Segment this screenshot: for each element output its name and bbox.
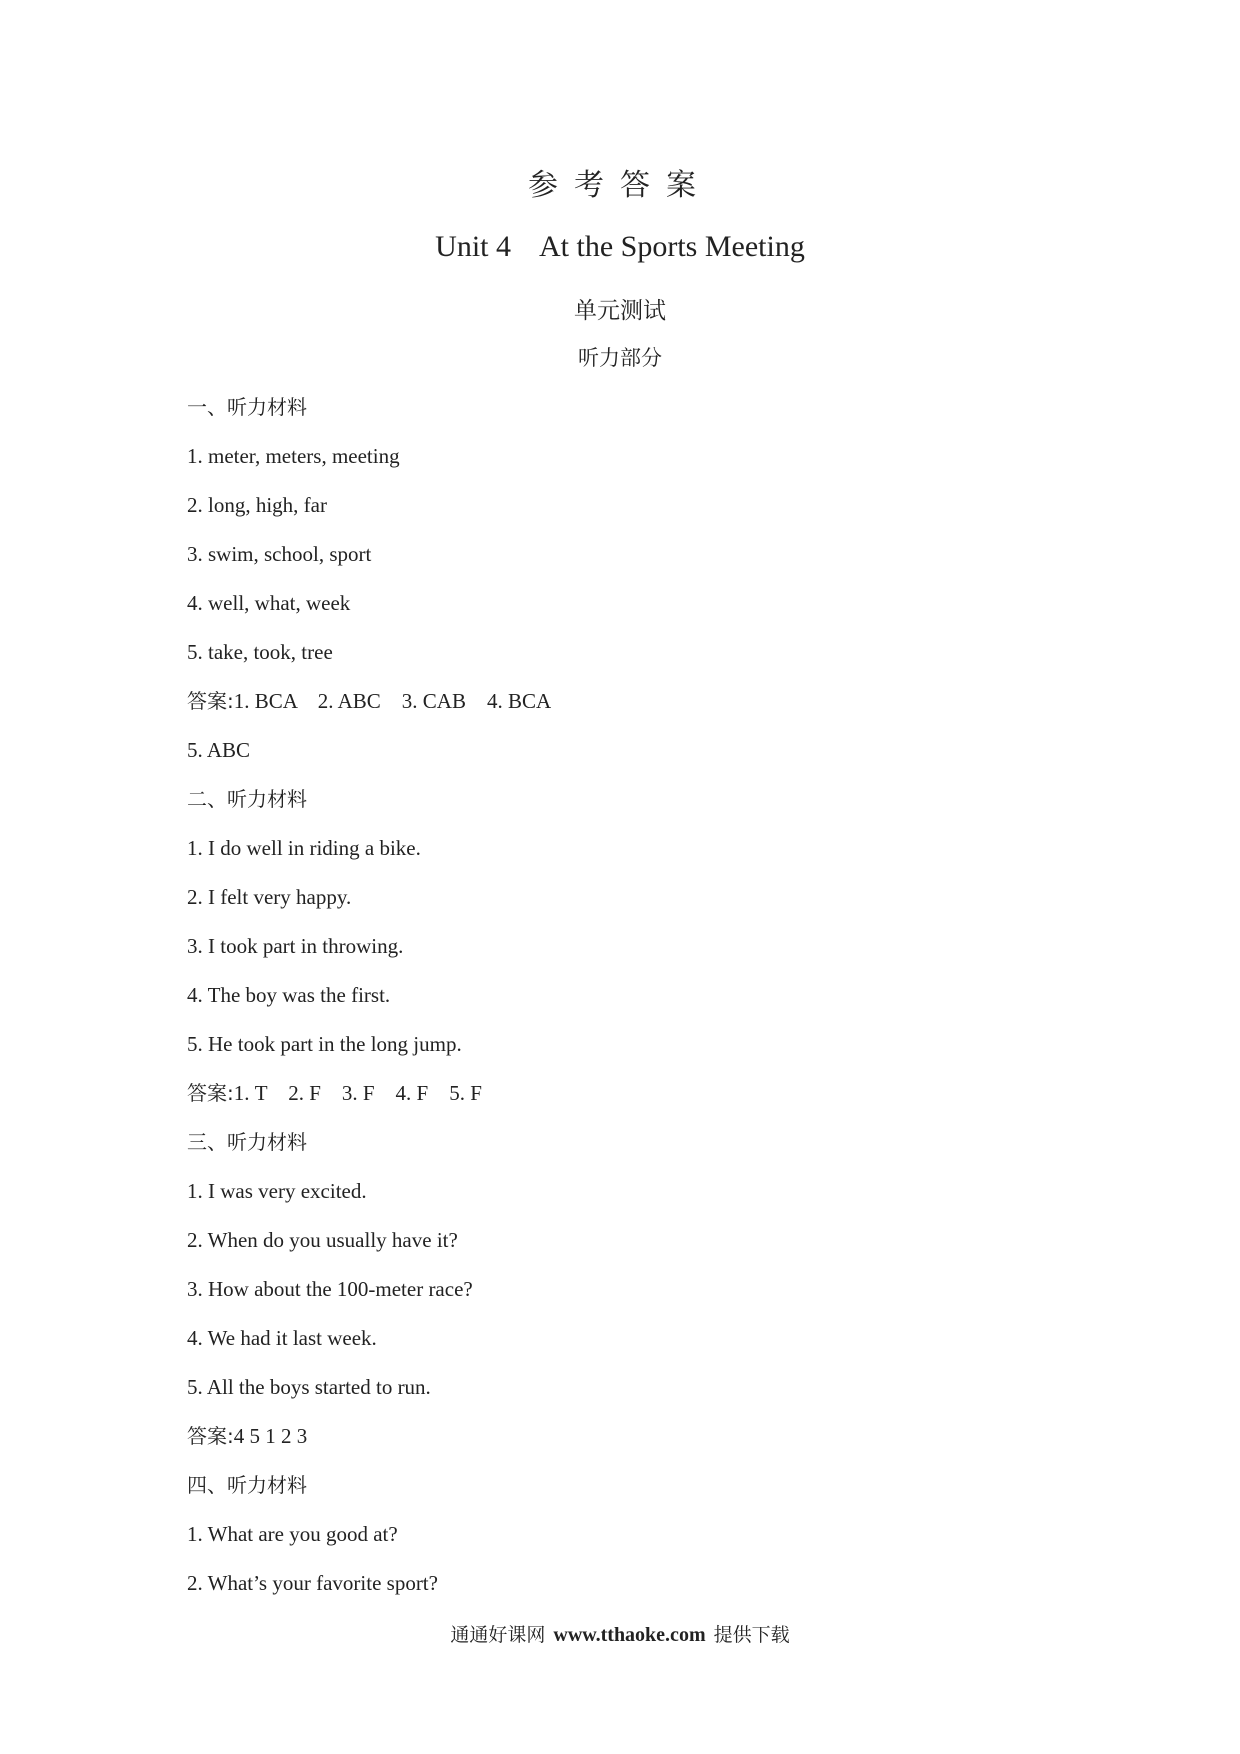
list-item: 2. I felt very happy.: [187, 885, 352, 909]
answer-line: [187, 1069, 1087, 1118]
section-heading: 四、听力材料: [187, 1473, 307, 1497]
part-title: 听力部分: [578, 346, 662, 370]
list-item: 1. I do well in riding a bike.: [187, 836, 421, 860]
list-item: 4. We had it last week.: [187, 1326, 377, 1350]
answer-line: [187, 677, 1087, 726]
answer-values: 1. T 2. F 3. F 4. F 5. F: [233, 1081, 482, 1105]
section-heading: 一、听力材料: [187, 395, 307, 419]
list-item: 5. He took part in the long jump.: [187, 1032, 462, 1056]
list-item: 3. How about the 100-meter race?: [187, 1277, 473, 1301]
answer-values: 4 5 1 2 3: [233, 1424, 308, 1448]
list-item: 3. I took part in throwing.: [187, 934, 404, 958]
answer-line-continued: 5. ABC: [187, 738, 251, 762]
section-heading: 三、听力材料: [187, 1130, 307, 1154]
unit-name: At the Sports Meeting: [539, 230, 805, 263]
list-item: 2. When do you usually have it?: [187, 1228, 458, 1252]
list-item: 4. The boy was the first.: [187, 983, 391, 1007]
answer-label: 答案:: [187, 1081, 234, 1105]
list-item: 2. long, high, far: [187, 493, 327, 517]
answer-content: [187, 383, 1087, 1608]
list-item: 3. swim, school, sport: [187, 542, 372, 566]
document-title: 参考答案: [528, 168, 712, 203]
answer-label: 答案:: [187, 1424, 234, 1448]
section-heading: 二、听力材料: [187, 787, 307, 811]
footer-prefix: 通通好课网: [450, 1624, 546, 1646]
answer-values: 1. BCA 2. ABC 3. CAB 4. BCA: [233, 689, 552, 713]
answer-label: 答案:: [187, 689, 234, 713]
list-item: 1. meter, meters, meeting: [187, 444, 400, 468]
list-item: 1. What are you good at?: [187, 1522, 398, 1546]
test-subtitle: 单元测试: [574, 298, 666, 324]
list-item: 2. What’s your favorite sport?: [187, 1571, 438, 1595]
unit-title: [0, 230, 1240, 264]
footer-suffix: 提供下载: [713, 1624, 790, 1646]
footer-site-link[interactable]: www.tthaoke.com: [553, 1624, 706, 1646]
list-item: 4. well, what, week: [187, 591, 351, 615]
unit-number: Unit 4: [435, 230, 512, 263]
list-item: 5. All the boys started to run.: [187, 1375, 431, 1399]
page-footer: [0, 1620, 1240, 1647]
list-item: 5. take, took, tree: [187, 640, 333, 664]
list-item: 1. I was very excited.: [187, 1179, 367, 1203]
answer-line: [187, 1412, 1087, 1461]
